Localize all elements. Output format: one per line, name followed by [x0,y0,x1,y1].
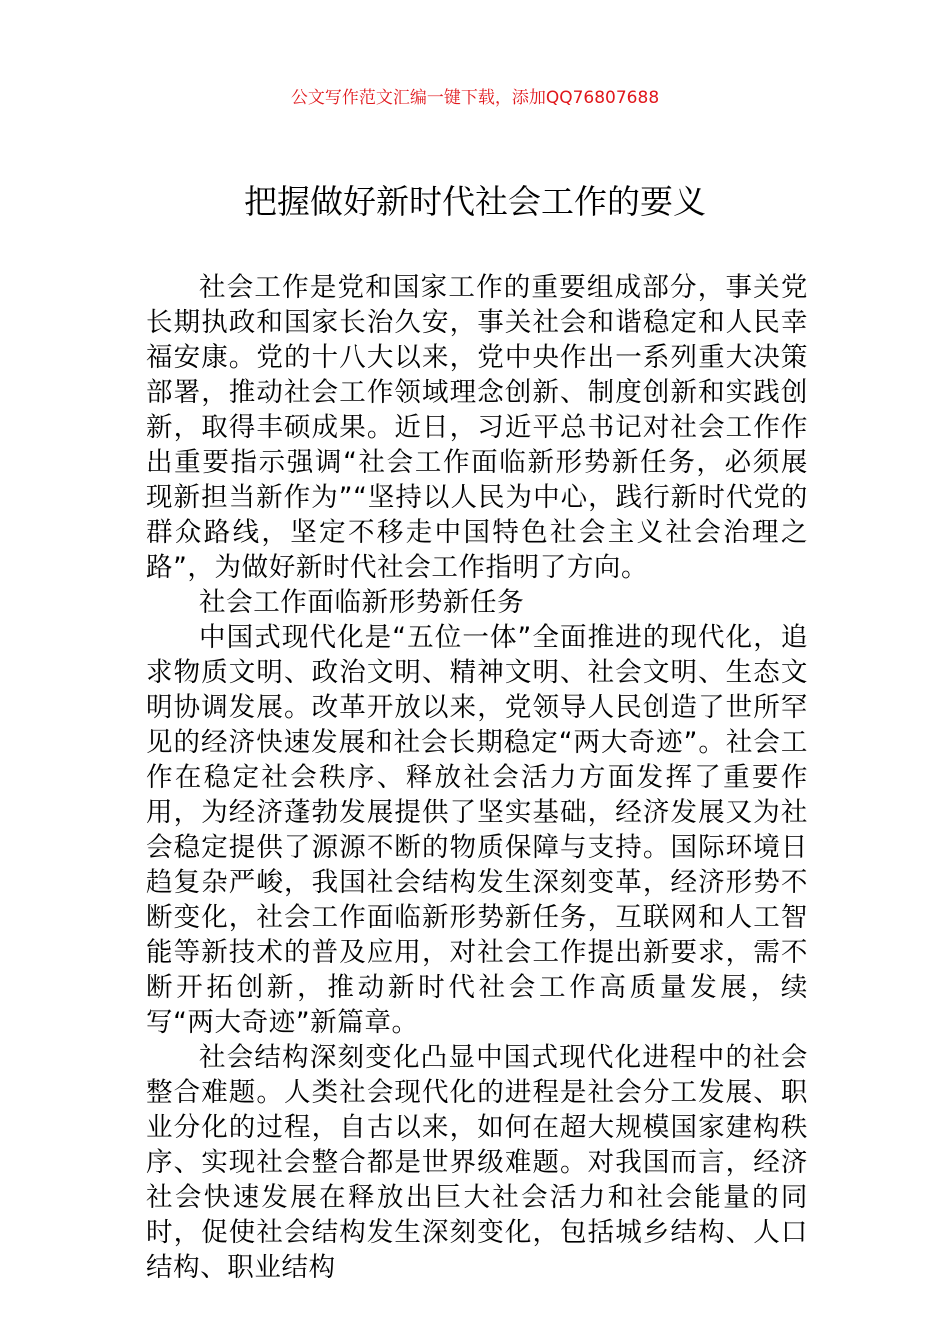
paragraph-intro: 社会工作是党和国家工作的重要组成部分，事关党长期执政和国家长治久安，事关社会和谐稳定和人民幸福安康。党的十八大以来，党中央作出一系列重大决策部署，推动社会工作领域理念创新、制度创新和实践创新，取得丰硕成果。近日，习近平总书记对社会工作作出重要指示强调“社会工作面临新形势新任务，必须展现新担当新作为”“坚持以人民为中心，践行新时代党的群众路线，坚定不移走中国特色社会主义社会治理之路”，为做好新时代社会工作指明了方向。 [146,272,808,583]
paragraph-modernization: 中国式现代化是“五位一体”全面推进的现代化，追求物质文明、政治文明、精神文明、社会文明、生态文明协调发展。改革开放以来，党领导人民创造了世所罕见的经济快速发展和社会长期稳定“两大奇迹”。社会工作在稳定社会秩序、释放社会活力方面发挥了重要作用，为经济蓬勃发展提供了坚实基础，经济发展又为社会稳定提供了源源不断的物质保障与支持。国际环境日趋复杂严峻，我国社会结构发生深刻变革，经济形势不断变化，社会工作面临新形势新任务，互联网和人工智能等新技术的普及应用，对社会工作提出新要求，需不断开拓创新，推动新时代社会工作高质量发展，续写“两大奇迹”新篇章。 [146,622,808,1038]
download-promo-note: 公文写作范文汇编一键下载，添加QQ76807688 [290,88,660,108]
paragraph-social-structure: 社会结构深刻变化凸显中国式现代化进程中的社会整合难题。人类社会现代化的进程是社会分工发展、职业分化的过程，自古以来，如何在超大规模国家建构秩序、实现社会整合都是世界级难题。对我国而言，经济社会快速发展在释放出巨大社会活力和社会能量的同时，促使社会结构发生深刻变化，包括城乡结构、人口结构、职业结构 [146,1042,808,1283]
document-body [146,270,808,1285]
document-title: 把握做好新时代社会工作的要义 [244,182,706,221]
section-subheading: 社会工作面临新形势新任务 [199,587,525,618]
